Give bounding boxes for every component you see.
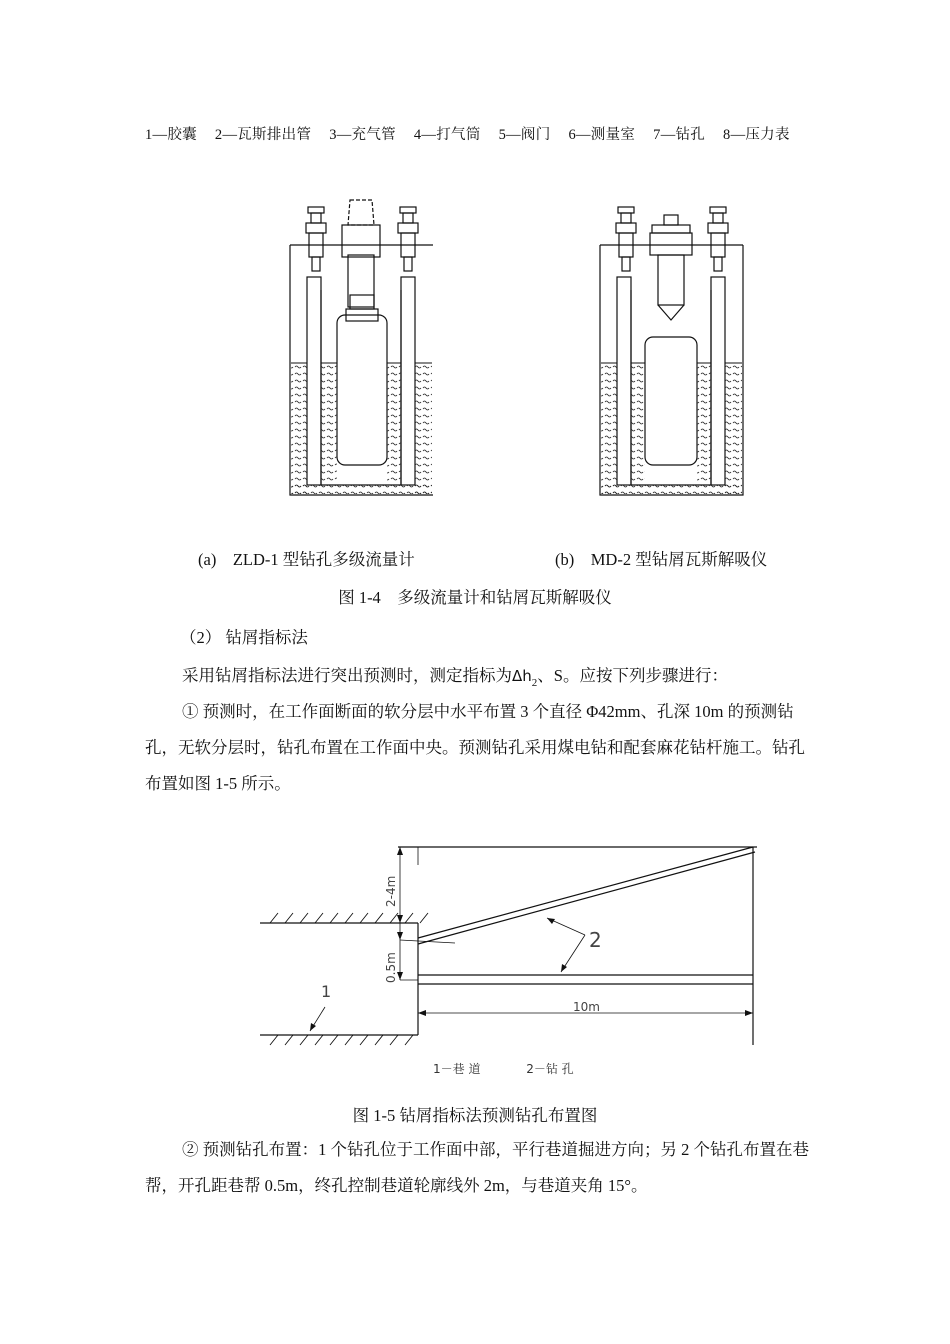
diagram-legend: 1－巷 道 2－钻 孔 (433, 1062, 574, 1076)
section-heading: （2） 钻屑指标法 (180, 628, 308, 647)
figure-legend (145, 122, 815, 148)
legend-item: 4—打气筒 (413, 127, 481, 143)
legend-item: 7—钻孔 (653, 127, 706, 143)
dim-label-10m: 10m (573, 1000, 600, 1014)
legend-item: 2—瓦斯排出管 (214, 127, 312, 143)
zld1-flowmeter-diagram (270, 195, 450, 505)
legend-item: 6—测量室 (568, 127, 636, 143)
md2-desorption-meter-diagram (580, 195, 760, 505)
label-roadway: 1 (321, 982, 332, 1001)
paragraph-step1: ① 预测时，在工作面断面的软分层中水平布置 3 个直径 Φ42mm、孔深 10m 的预测钻孔，无软分层时，钻孔布置在工作面中央。预测钻孔采用煤电钻和配套麻花钻杆施工。钻孔布置如图 1-5 所示。 (145, 702, 805, 793)
delta-h-subscript: 2 (531, 677, 538, 689)
borehole-layout-diagram (255, 835, 765, 1085)
legend-item: 1—胶囊 (145, 127, 197, 143)
delta-h-symbol: Δh (512, 667, 532, 685)
figure-title: 图 1-4 多级流量计和钻屑瓦斯解吸仪 (338, 588, 612, 607)
legend-item: 8—压力表 (723, 127, 790, 143)
dim-label-05m: 0.5m (384, 952, 398, 983)
paragraph-step2: ② 预测钻孔布置：1 个钻孔位于工作面中部，平行巷道掘进方向；另 2 个钻孔布置在巷帮，开孔距巷帮 0.5m，终孔控制巷道轮廓线外 2m，与巷道夹角 15°。 (145, 1140, 809, 1195)
figure-caption-b: (b) MD-2 型钻屑瓦斯解吸仪 (555, 550, 768, 569)
legend-item: 5—阀门 (498, 127, 551, 143)
intro-text-end: 、S。应按下列步骤进行： (537, 666, 728, 685)
dim-label-2-4m: 2-4m (384, 875, 398, 907)
label-borehole: 2 (589, 928, 602, 952)
legend-item: 3—充气管 (329, 127, 396, 143)
intro-text: 采用钻屑指标法进行突出预测时，测定指标为 (182, 666, 512, 685)
figure-caption-a: (a) ZLD-1 型钻孔多级流量计 (198, 550, 415, 569)
figure-1-5-title: 图 1-5 钻屑指标法预测钻孔布置图 (352, 1106, 598, 1125)
